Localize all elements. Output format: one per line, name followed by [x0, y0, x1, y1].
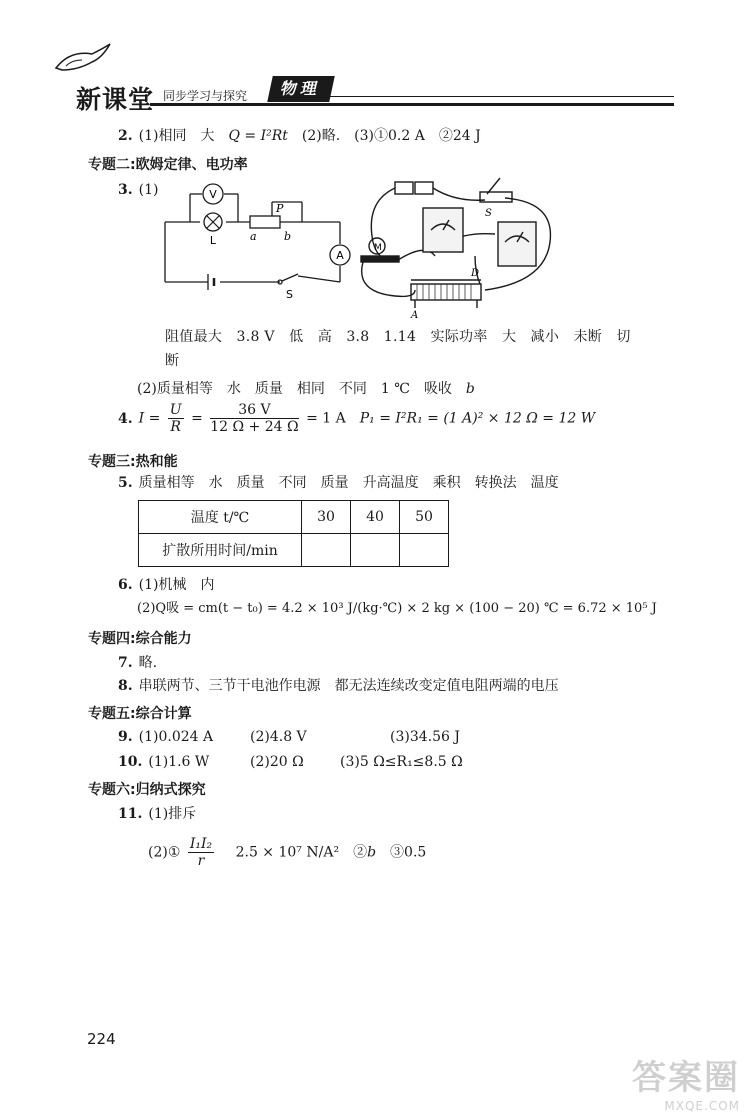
question-2: 2. (1)相同 大 Q = I²Rt (2)略. (3)①0.2 A ②24 J [118, 128, 481, 144]
question-10: 10. (1)1.6 W [118, 754, 210, 770]
q3-answer-1: 阻值最大 3.8 V 低 高 3.8 1.14 实际功率 大 减小 未断 切 [165, 329, 631, 345]
section-3-heading: 专题三:热和能 [88, 454, 178, 470]
rheostat-end-a: a [250, 230, 257, 243]
table-header: 温度 t/℃ [139, 501, 302, 534]
question-9-part-3: (3)34.56 J [390, 729, 460, 745]
header-rule-thin [330, 96, 674, 97]
photo-label-a: A [411, 310, 419, 320]
q3-answer-1-cont: 断 [165, 353, 179, 369]
bird-logo-icon [52, 40, 112, 80]
fraction-u-r: $\frac{U}{R}$ [169, 402, 182, 435]
question-6: 6. (1)机械 内 [118, 577, 215, 593]
page-number: 224 [87, 1030, 116, 1048]
fraction-values: $\frac{36 V}{12 \Omega + 24 \Omega}$ [210, 402, 299, 435]
table-cell [351, 534, 400, 567]
question-11-part-2: (2)① $\frac{\text{I₁I₂}}{r}$ 2.5 × 10⁷ N/A² ②b ③0.5 [148, 836, 427, 869]
photo-label-m: M [374, 243, 382, 253]
table-row [139, 501, 449, 534]
table-cell: 30 [302, 501, 351, 534]
question-3-label: 3. (1) [118, 182, 159, 198]
question-4: 4. I = $\frac{U}{R}$ = $\frac{36 V}{12 \Omega + 24 \Omega}$ = 1 A P₁ = I²R₁ = (1 A)² × 12 Ω = 12 W [118, 402, 596, 435]
subject-tab: 物理 [267, 76, 335, 102]
section-6-heading: 专题六:归纳式探究 [88, 782, 206, 798]
q3-answer-2: (2)质量相等 水 质量 相同 不同 1 ℃ 吸收 b [137, 381, 475, 397]
rheostat-end-b: b [284, 230, 292, 243]
switch-label: S [286, 288, 293, 301]
voltmeter-label: V [209, 188, 217, 201]
table-cell: 50 [400, 501, 449, 534]
question-10-part-2: (2)20 Ω [250, 754, 304, 770]
apparatus-illustration [355, 172, 555, 320]
brand-subtitle: 同步学习与探究 [163, 89, 248, 103]
question-8: 8. 串联两节、三节干电池作电源 都无法连续改变定值电阻两端的电压 [118, 678, 559, 694]
table-header: 扩散所用时间/min [139, 534, 302, 567]
question-5: 5. 质量相等 水 质量 不同 质量 升高温度 乘积 转换法 温度 [118, 475, 559, 491]
temperature-table [138, 500, 449, 567]
lamp-label: L [209, 234, 217, 247]
question-7: 7. 略. [118, 655, 158, 671]
table-cell [400, 534, 449, 567]
photo-label-d: D [471, 268, 480, 279]
section-4-heading: 专题四:综合能力 [88, 631, 192, 647]
question-11: 11. (1)排斥 [118, 806, 197, 822]
table-row [139, 534, 449, 567]
header-rule [150, 103, 674, 106]
table-cell: 40 [351, 501, 400, 534]
fraction-current: $\frac{\text{I₁I₂}}{r}$ [189, 836, 213, 869]
question-9: 9. (1)0.024 A [118, 729, 214, 745]
watermark: 答案圈 MXQE.COM [632, 1058, 740, 1113]
section-2-heading: 专题二:欧姆定律、电功率 [88, 157, 248, 173]
question-9-part-2: (2)4.8 V [250, 729, 307, 745]
brand-title: 新课堂 [76, 85, 155, 114]
question-10-part-3: (3)5 Ω≤R₁≤8.5 Ω [340, 754, 463, 770]
question-6-part-2: (2)Q吸 = cm(t − t₀) = 4.2 × 10³ J/(kg·℃) × 2 kg × (100 − 20) ℃ = 6.72 × 10⁵ J [137, 601, 657, 616]
slider-label: P [276, 202, 284, 215]
table-cell [302, 534, 351, 567]
circuit-diagram [160, 180, 360, 305]
photo-label-s: S [485, 208, 492, 219]
ammeter-label: A [336, 249, 344, 262]
section-5-heading: 专题五:综合计算 [88, 706, 192, 722]
